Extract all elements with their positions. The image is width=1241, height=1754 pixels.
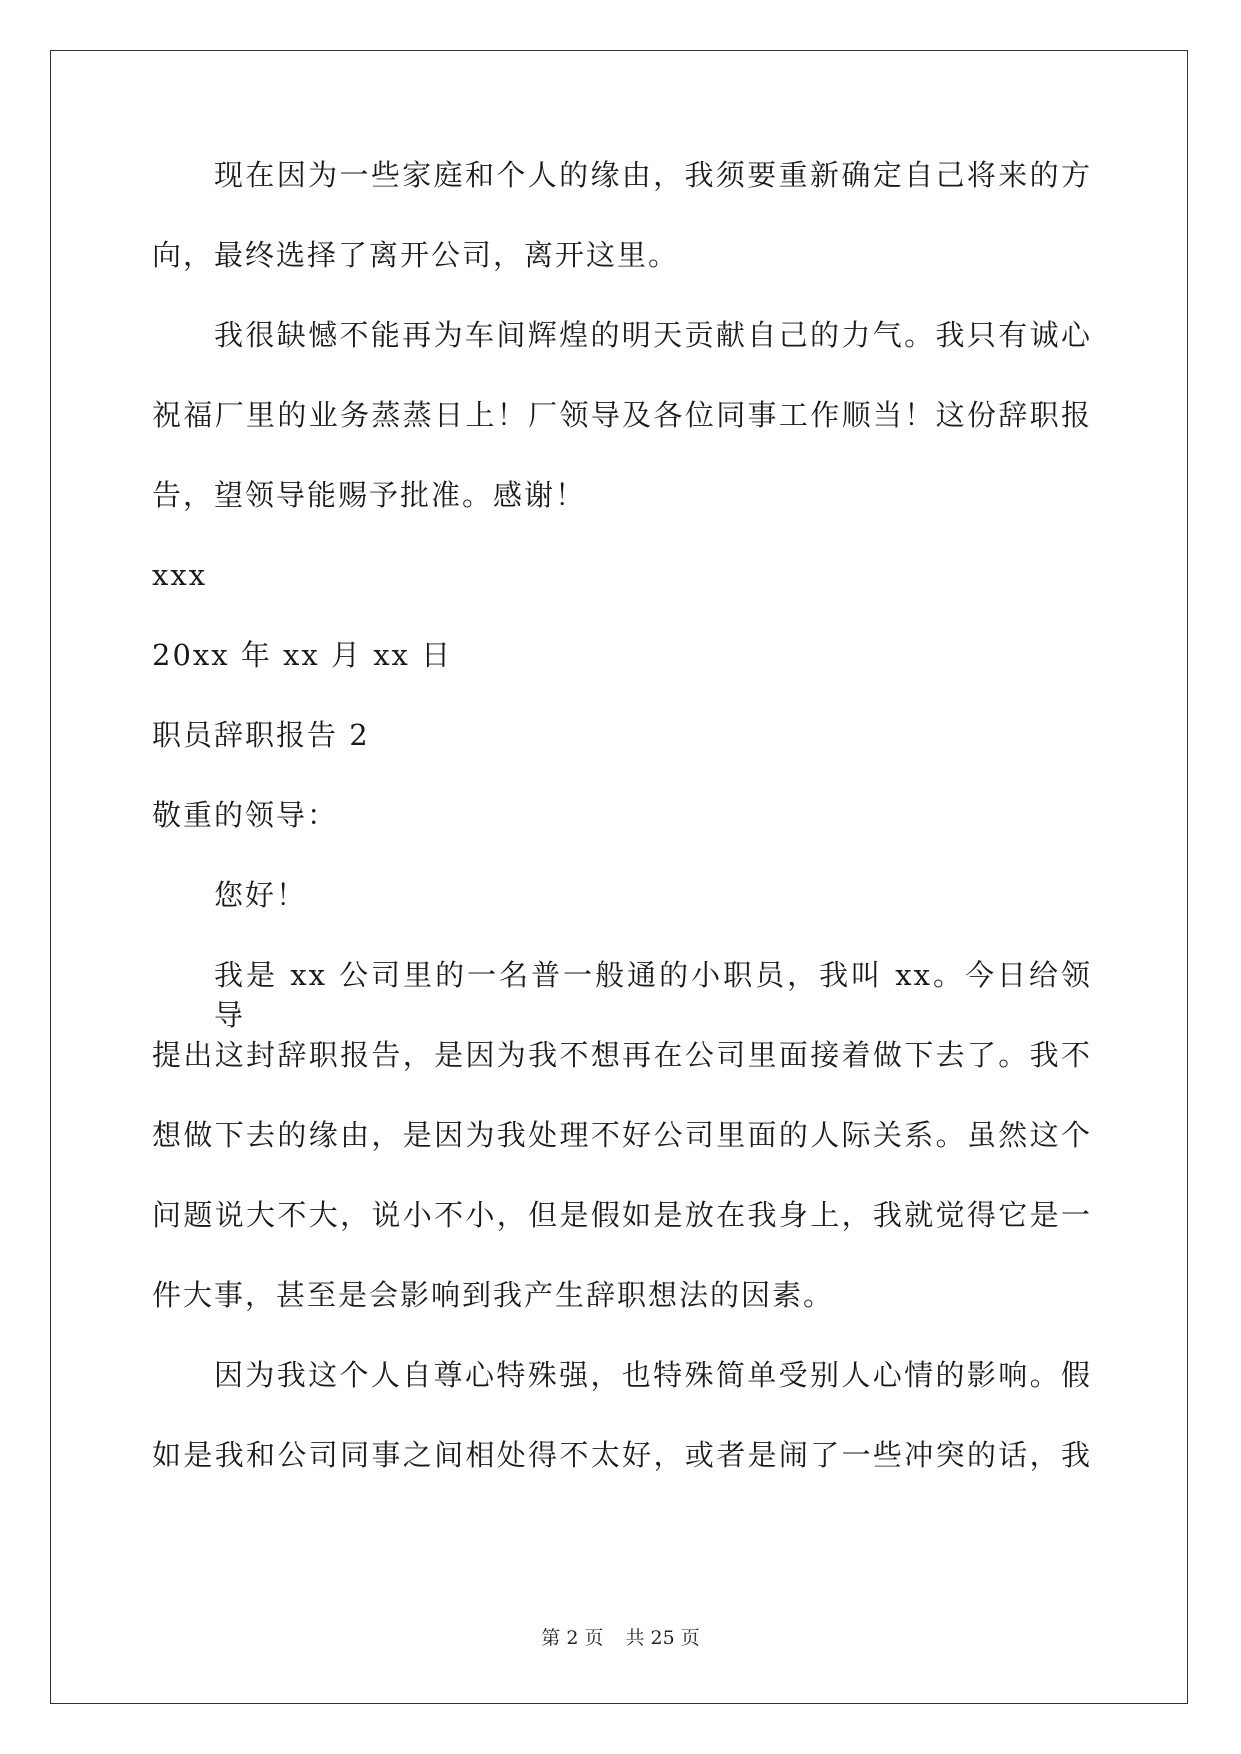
paragraph-4-line-2: 如是我和公司同事之间相处得不太好，或者是闹了一些冲突的话，我: [152, 1438, 1092, 1472]
section-title: 职员辞职报告 2: [152, 718, 370, 752]
paragraph-4-line-1: 因为我这个人自尊心特殊强，也特殊简单受别人心情的影响。假: [214, 1358, 1092, 1392]
page-footer: [0, 1626, 1241, 1650]
signature-date: 20xx 年 xx 月 xx 日: [152, 638, 453, 672]
paragraph-2-line-3: 告，望领导能赐予批准。感谢！: [152, 478, 587, 512]
paragraph-3-line-4: 问题说大不大，说小不小，但是假如是放在我身上，我就觉得它是一: [152, 1198, 1092, 1232]
paragraph-1-line-1: 现在因为一些家庭和个人的缘由，我须要重新确定自己将来的方: [214, 158, 1092, 192]
paragraph-3-line-2: 提出这封辞职报告，是因为我不想再在公司里面接着做下去了。我不: [152, 1038, 1092, 1072]
paragraph-3-line-5: 件大事，甚至是会影响到我产生辞职想法的因素。: [152, 1278, 835, 1312]
signature-name: xxx: [152, 558, 208, 592]
salutation: 敬重的领导：: [152, 798, 339, 832]
page-number: 第 2 页: [541, 1627, 604, 1649]
page-total: 共 25 页: [625, 1627, 700, 1649]
greeting: 您好！: [214, 878, 308, 912]
paragraph-3-line-1: 我是 xx 公司里的一名普一般通的小职员，我叫 xx。今日给领导: [214, 958, 1092, 1032]
paragraph-2-line-2: 祝福厂里的业务蒸蒸日上！厂领导及各位同事工作顺当！这份辞职报: [152, 398, 1092, 432]
paragraph-2-line-1: 我很缺憾不能再为车间辉煌的明天贡献自己的力气。我只有诚心: [214, 318, 1092, 352]
paragraph-1-line-2: 向，最终选择了离开公司，离开这里。: [152, 238, 680, 272]
paragraph-3-line-3: 想做下去的缘由，是因为我处理不好公司里面的人际关系。虽然这个: [152, 1118, 1092, 1152]
